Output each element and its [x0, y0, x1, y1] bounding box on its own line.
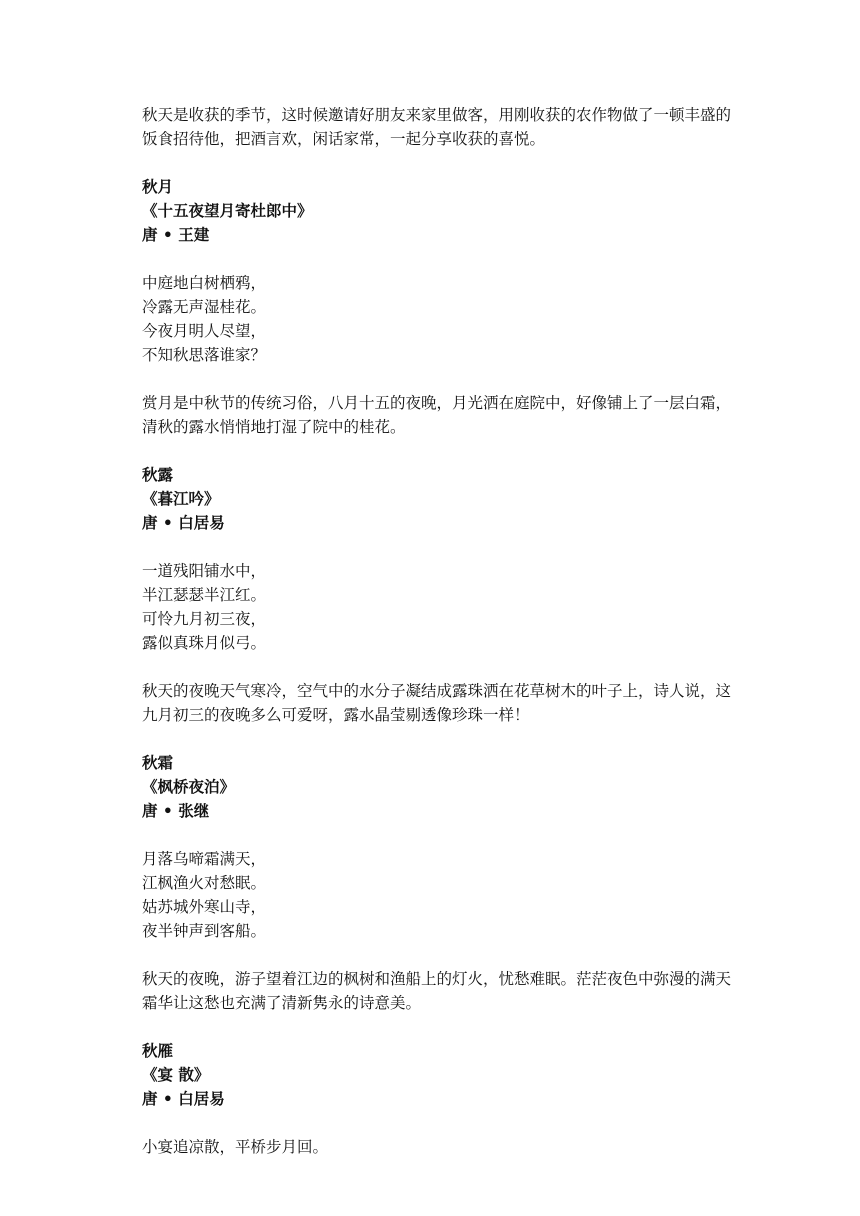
- poem-title: 《暮江吟》: [142, 489, 220, 508]
- poem-line: 小宴追凉散，平桥步月回。: [142, 1138, 329, 1156]
- spacer: [142, 151, 732, 175]
- intro-paragraph: 秋天是收获的季节，这时候邀请好朋友来家里做客，用刚收获的农作物做了一顿丰盛的饭食招待他，把酒言欢，闲话家常，一起分享收获的喜悦。: [142, 106, 732, 148]
- poem-line: 露似真珠月似弓。: [142, 634, 267, 652]
- spacer: [142, 247, 732, 271]
- poem-line: 夜半钟声到客船。: [142, 922, 267, 940]
- poem-commentary: 赏月是中秋节的传统习俗，八月十五的夜晚，月光洒在庭院中，好像铺上了一层白霜，清秋的露水悄悄地打湿了院中的桂花。: [142, 394, 732, 436]
- poem-line: 冷露无声湿桂花。: [142, 298, 267, 316]
- spacer: [142, 727, 732, 751]
- poem-author: 唐 • 白居易: [142, 513, 225, 532]
- poem-line: 一道残阳铺水中，: [142, 562, 267, 580]
- poem-line: 姑苏城外寒山寺，: [142, 898, 267, 916]
- poem-section-autumn-geese: [142, 1039, 732, 1159]
- spacer: [142, 1015, 732, 1039]
- poem-title: 《枫桥夜泊》: [142, 777, 236, 796]
- spacer: [142, 1111, 732, 1135]
- poem-commentary: 秋天的夜晚天气寒冷，空气中的水分子凝结成露珠洒在花草树木的叶子上，诗人说，这九月初三的夜晚多么可爱呀，露水晶莹剔透像珍珠一样！: [142, 682, 732, 724]
- spacer: [142, 655, 732, 679]
- section-heading: 秋霜: [142, 753, 174, 772]
- poem-line: 半江瑟瑟半江红。: [142, 586, 267, 604]
- poem-author: 唐 • 白居易: [142, 1089, 225, 1108]
- poem-title: 《宴 散》: [142, 1065, 210, 1084]
- poem-title: 《十五夜望月寄杜郎中》: [142, 201, 313, 220]
- spacer: [142, 943, 732, 967]
- spacer: [142, 823, 732, 847]
- poem-commentary: 秋天的夜晚，游子望着江边的枫树和渔船上的灯火，忧愁难眠。茫茫夜色中弥漫的满天霜华让这愁也充满了清新隽永的诗意美。: [142, 970, 732, 1012]
- poem-line: 可怜九月初三夜，: [142, 610, 267, 628]
- poem-section-autumn-moon: [142, 175, 732, 439]
- section-heading: 秋月: [142, 177, 174, 196]
- poem-section-autumn-dew: [142, 463, 732, 727]
- poem-author: 唐 • 王建: [142, 225, 210, 244]
- section-heading: 秋露: [142, 465, 174, 484]
- poem-author: 唐 • 张继: [142, 801, 210, 820]
- poem-line: 月落乌啼霜满天，: [142, 850, 267, 868]
- spacer: [142, 535, 732, 559]
- spacer: [142, 367, 732, 391]
- poem-line: 不知秋思落谁家？: [142, 346, 267, 364]
- poem-section-autumn-frost: [142, 751, 732, 1015]
- spacer: [142, 439, 732, 463]
- poem-line: 今夜月明人尽望，: [142, 322, 267, 340]
- poem-line: 江枫渔火对愁眠。: [142, 874, 267, 892]
- document-page: [142, 103, 732, 1159]
- poem-line: 中庭地白树栖鸦，: [142, 274, 267, 292]
- section-heading: 秋雁: [142, 1041, 174, 1060]
